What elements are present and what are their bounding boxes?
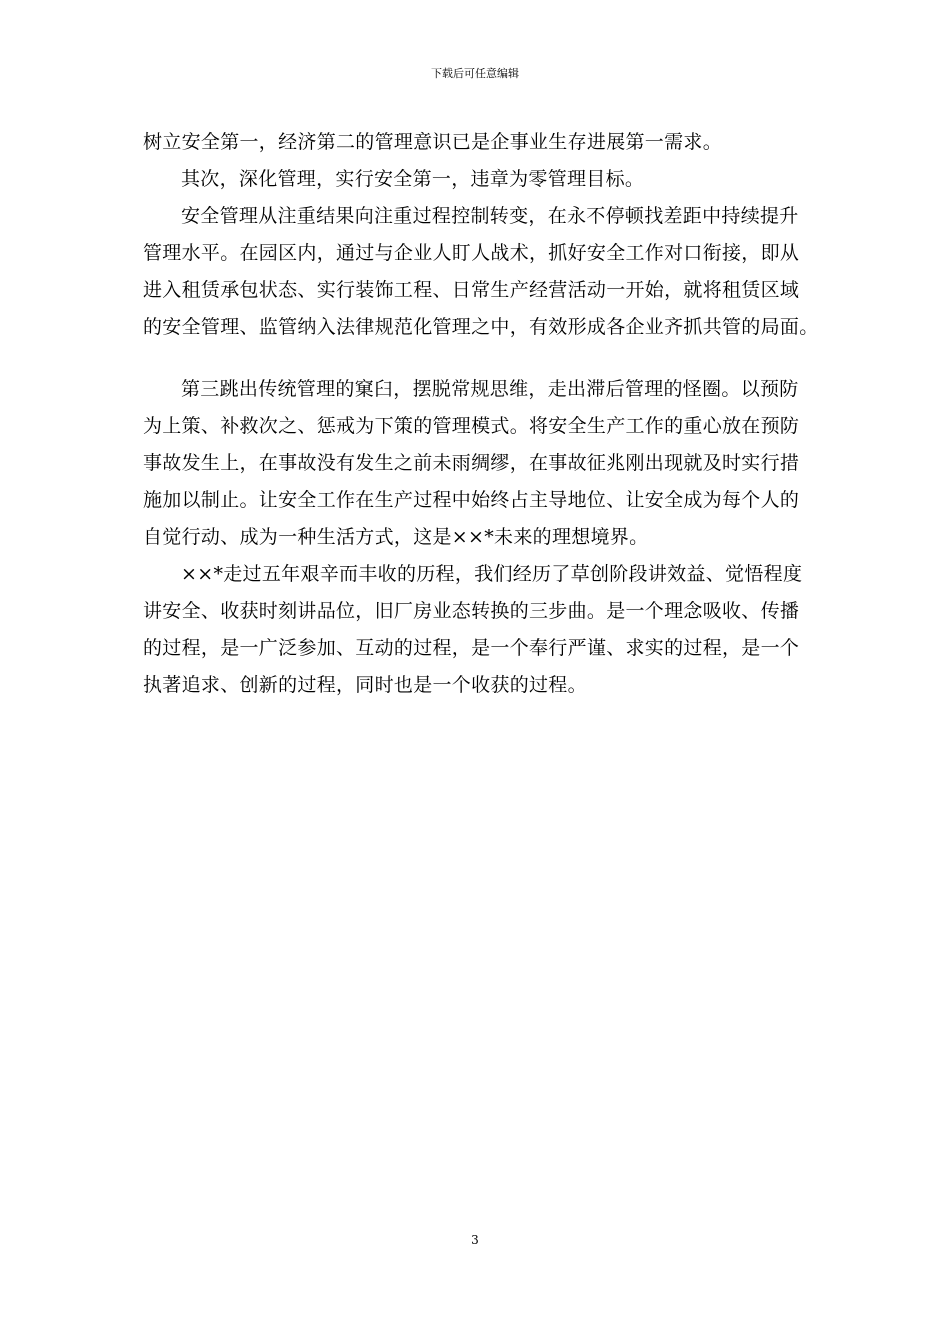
- text-line: 安全管理从注重结果向注重过程控制转变，在永不停顿找差距中持续提升: [181, 205, 799, 227]
- text-line: 树立安全第一，经济第二的管理意识已是企事业生存进展第一需求。: [143, 131, 723, 153]
- text-line: 执著追求、创新的过程，同时也是一个收获的过程。: [143, 674, 587, 696]
- page-header: 下载后可任意编辑: [431, 67, 519, 80]
- paragraph-3: [143, 198, 819, 346]
- paragraph-2: [143, 161, 815, 198]
- text-line: 的过程，是一广泛参加、互动的过程，是一个奉行严谨、求实的过程，是一个: [143, 637, 800, 659]
- paragraph-4: [143, 371, 815, 556]
- text-line: 为上策、补救次之、惩戒为下策的管理模式。将安全生产工作的重心放在预防: [143, 415, 800, 437]
- text-line: 的安全管理、监管纳入法律规范化管理之中，有效形成各企业齐抓共管的局面。: [143, 316, 819, 338]
- text-line: 管理水平。在园区内，通过与企业人盯人战术，抓好安全工作对口衔接，即从: [143, 242, 800, 264]
- text-line: 事故发生上，在事故没有发生之前未雨绸缪，在事故征兆刚出现就及时实行措: [143, 452, 800, 474]
- paragraph-5: [143, 556, 815, 704]
- text-line: ××*走过五年艰辛而丰收的历程，我们经历了草创阶段讲效益、觉悟程度: [181, 563, 803, 585]
- text-line: 施加以制止。让安全工作在生产过程中始终占主导地位、让安全成为每个人的: [143, 489, 800, 511]
- text-line: 进入租赁承包状态、实行装饰工程、日常生产经营活动一开始，就将租赁区域: [143, 279, 800, 301]
- text-line: 其次，深化管理，实行安全第一，违章为零管理目标。: [181, 168, 645, 190]
- paragraph-spacer: [143, 346, 815, 371]
- paragraph-1: [143, 124, 815, 161]
- text-line: 第三跳出传统管理的窠臼，摆脱常规思维，走出滞后管理的怪圈。以预防: [181, 378, 799, 400]
- page-number: 3: [471, 1233, 479, 1247]
- text-line: 讲安全、收获时刻讲品位，旧厂房业态转换的三步曲。是一个理念吸收、传播: [143, 600, 800, 622]
- text-line: 自觉行动、成为一种生活方式，这是××*未来的理想境界。: [143, 526, 649, 548]
- document-body: [143, 124, 819, 704]
